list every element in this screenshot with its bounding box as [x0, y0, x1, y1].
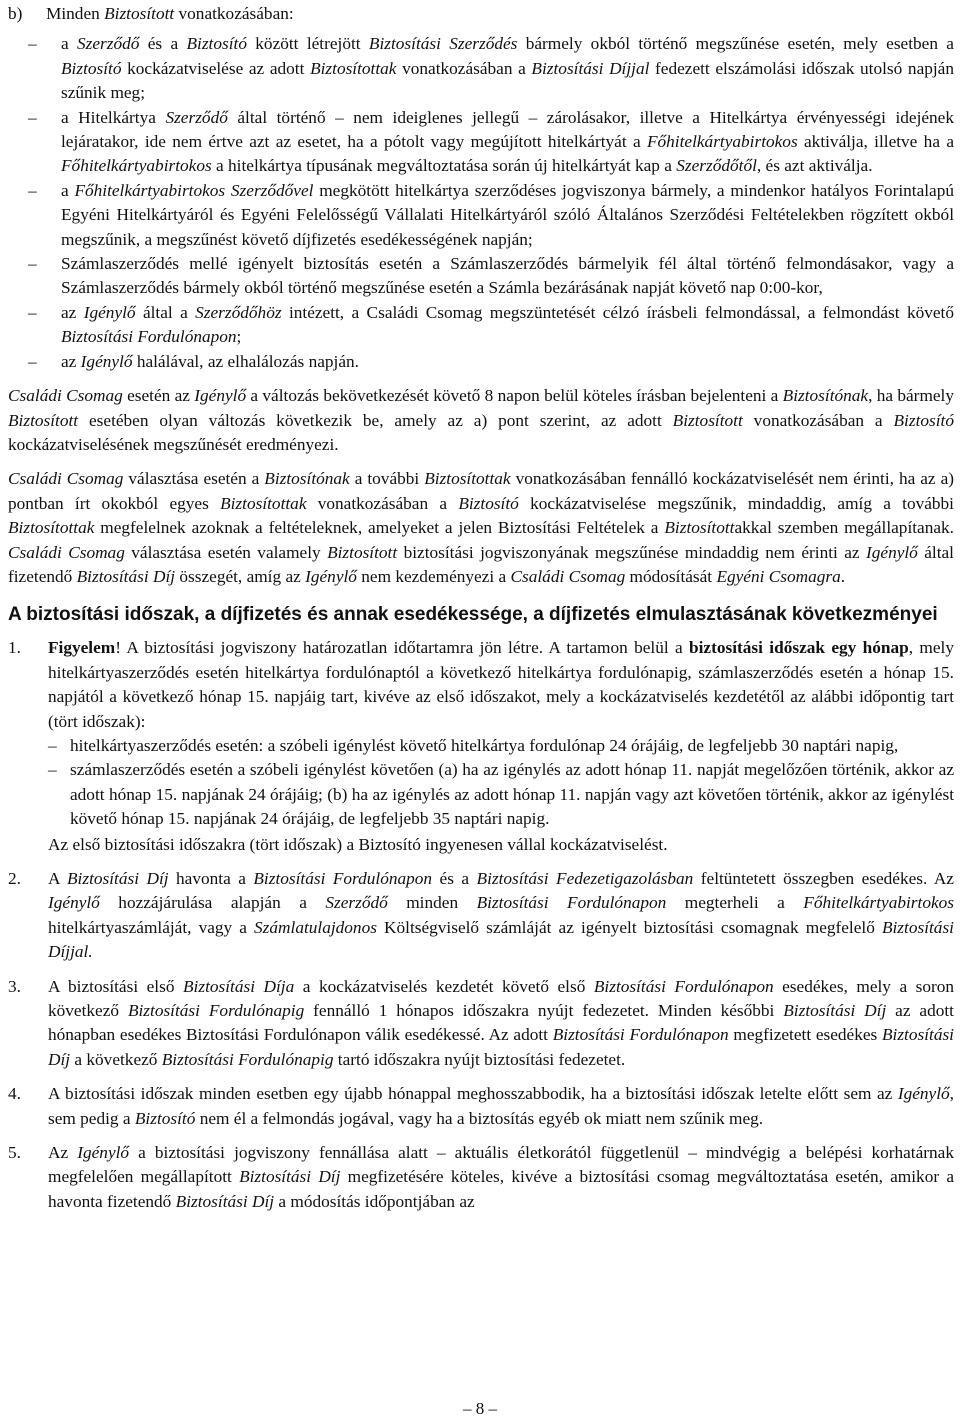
document-page: [8, 2, 954, 1224]
section-b-list: [8, 32, 954, 374]
dash-marker: –: [48, 735, 57, 755]
list-item: [8, 350, 954, 374]
numbered-item-text: Figyelem! A biztosítási jogviszony határozatlan időtartamra jön létre. A tartamon belül a biztosítási időszak egy hónap, mely hitelkártyaszerződés esetén hitelkártya fordulónaptól a következő hitelkártya fordulónapig, számlaszerződés esetén a hónap 15. napjától a következő hónap 15. napjáig tart, kivéve az első időszakot, mely a kockázatviselés kezdetétől az alábbi időpontig tart (tört időszak):: [48, 638, 954, 731]
numbered-item: [8, 867, 954, 965]
numbered-item: [8, 1082, 954, 1131]
numbered-item-text: A biztosítási első Biztosítási Díja a kockázatviselés kezdetét követő első Biztosítási Fordulónapon esedékes, mely a soron következő Biztosítási Fordulónapig fennálló 1 hónapos időszakra nyújt fedezetet. Minden későbbi Biztosítási Díj az adott hónapban esedékes Biztosítási Fordulónapon válik esedékessé. Az adott Biztosítási Fordulónapon megfizetett esedékes Biztosítási Díj a következő Biztosítási Fordulónapig tartó időszakra nyújt biztosítási fedezetet.: [48, 976, 955, 1069]
dash-marker: –: [28, 302, 37, 322]
numbered-item-body: [48, 636, 954, 857]
sub-list-item-text: hitelkártyaszerződés esetén: a szóbeli igénylést követő hitelkártya fordulónap 24 órájáig, de legfeljebb 30 naptári napig,: [70, 735, 899, 755]
list-item: [8, 301, 954, 350]
numbered-marker: 2.: [8, 869, 21, 888]
sub-list-item-text: számlaszerződés esetén a szóbeli igénylést követően (a) ha az igénylés az adott hónap 11. napját megelőzően történik, akkor az adott hónap 15. napjának 24 órájáig; (b) ha az igénylés az adott hónap 11. napján vagy azt követően történik, akkor az igénylést követő hónap 15. napjának 24 órájáig, de legfeljebb 35 naptári napig.: [70, 760, 954, 829]
dash-marker: –: [28, 180, 37, 200]
numbered-item-text: Az Igénylő a biztosítási jogviszony fennállása alatt – aktuális életkorától függetlenül – mindvégig a belépési korhatárnak megfelelően megállapított Biztosítási Díj megfizetésére köteles, kivéve a biztosítási csomag megváltoztatása esetén, amikor a havonta fizetendő Biztosítási Díj a módosítás időpontjában az: [48, 1143, 954, 1211]
list-item-text: az Igénylő halálával, az elhalálozás napján.: [61, 351, 359, 371]
section-heading: A biztosítási időszak, a díjfizetés és annak esedékessége, a díjfizetés elmulasztásának következményei: [8, 604, 938, 626]
list-item-text: Számlaszerződés mellé igényelt biztosítás esetén a Számlaszerződés bármelyik fél által történő felmondásakor, vagy a Számlaszerződés bármely okból történő megszűnése esetén a Számla bezárásának napját követő nap 0:00-kor,: [61, 254, 954, 298]
list-item-text: a Hitelkártya Szerződő által történő – nem ideiglenes jellegű – zárolásakor, illetve a Hitelkártya érvényességi idejének lejáratakor, ide nem értve azt az esetet, ha a pótolt vagy megújított hitelkártyát a Főhitelkártyabirtokos aktiválja, illetve ha a Főhitelkártyabirtokos a hitelkártya típusának megváltoztatása során új hitelkártyát kap a Szerződőtől, és azt aktiválja.: [61, 107, 954, 176]
sub-list-item: [48, 734, 954, 758]
paragraph-csaladi-valasztas: Családi Csomag választása esetén a Biztosítónak a további Biztosítottak vonatkozásában fennálló kockázatviselését nem érinti, ha az a) pontban írt okokból egyes Biztosítottak vonatkozásában a Biztosító kockázatviselése megszűnik, mindaddig, amíg a további Biztosítottak megfelelnek azoknak a feltételeknek, amelyeket a jelen Biztosítási Feltételek a Biztosítottakkal szemben megállapítanak. Családi Csomag választása esetén valamely Biztosított biztosítási jogviszonyának megszűnése mindaddig nem érinti az Igénylő által fizetendő Biztosítási Díj összegét, amíg az Igénylő nem kezdeményezi a Családi Csomag módosítását Egyéni Csomagra.: [8, 469, 954, 586]
numbered-item-text: A Biztosítási Díj havonta a Biztosítási Fordulónapon és a Biztosítási Fedezetigazolásban feltüntetett összegben esedékes. Az Igénylő hozzájárulása alapján a Szerződő minden Biztosítási Fordulónapon megterheli a Főhitelkártyabirtokos hitelkártyaszámláját, vagy a Számlatulajdonos Költségviselő számláját az igényelt biztosítási csomagnak megfelelő Biztosítási Díjjal.: [48, 869, 955, 962]
numbered-item-note: Az első biztosítási időszakra (tört időszak) a Biztosító ingyenesen vállal kockázatviselést.: [48, 834, 668, 854]
numbered-item-body: [48, 975, 954, 1073]
numbered-marker: 3.: [8, 976, 21, 996]
numbered-item-body: [48, 1082, 954, 1131]
dash-marker: –: [28, 34, 37, 54]
section-b: [8, 2, 954, 26]
numbered-item: [8, 975, 954, 1073]
list-item-text: a Szerződő és a Biztosító között létrejött Biztosítási Szerződés bármely okból történő megszűnése esetén, mely esetben a Biztosító kockázatviselése az adott Biztosítottak vonatkozásában a Biztosítási Díjjal fedezett elszámolási időszak utolsó napján szűnik meg;: [61, 34, 954, 103]
numbered-marker: 1.: [8, 638, 21, 658]
list-item-text: a Főhitelkártyabirtokos Szerződővel megkötött hitelkártya szerződéses jogviszonya bármely, a mindenkor hatályos Forintalapú Egyéni Hitelkártyáról és Egyéni Felelősségű Vállalati Hitelkártyáról szóló Általános Szerződési Feltételekben rögzített okból megszűnik, a megszűnést követő díjfizetés esedékességének napján;: [61, 180, 954, 249]
sub-list-item: [48, 758, 954, 831]
numbered-item-body: [48, 867, 954, 965]
numbered-list: [8, 636, 954, 1214]
section-b-marker: b): [8, 4, 23, 23]
dash-marker: –: [28, 351, 37, 371]
numbered-item: [8, 1141, 954, 1214]
list-item: [8, 179, 954, 252]
numbered-item-body: [48, 1141, 954, 1214]
section-b-body: [46, 2, 954, 26]
page-number: – 8 –: [463, 1399, 497, 1418]
list-item: [8, 32, 954, 105]
list-item: [8, 252, 954, 301]
numbered-marker: 4.: [8, 1084, 21, 1104]
list-item: [8, 106, 954, 179]
dash-marker: –: [48, 760, 57, 780]
section-b-intro: Minden Biztosított vonatkozásában:: [46, 4, 294, 23]
list-item-text: az Igénylő által a Szerződőhöz intézett, a Családi Csomag megszüntetését célzó írásbeli felmondással, a felmondást követő Biztosítási Fordulónapon;: [61, 302, 954, 347]
numbered-item-text: A biztosítási időszak minden esetben egy újabb hónappal meghosszabbodik, ha a biztosítási időszak letelte előtt sem az Igénylő, sem pedig a Biztosító nem él a felmondás jogával, vagy ha a biztosítás egyéb ok miatt nem szűnik meg.: [48, 1084, 954, 1128]
dash-marker: –: [28, 254, 37, 274]
numbered-marker: 5.: [8, 1143, 21, 1163]
dash-marker: –: [28, 107, 37, 127]
paragraph-csaladi-bejelentes: Családi Csomag esetén az Igénylő a változás bekövetkezését követő 8 napon belül köteles írásban bejelenteni a Biztosítónak, ha bármely Biztosított esetében olyan változás következik be, amely az a) pont szerint, az adott Biztosított vonatkozásában a Biztosító kockázatviselésének megszűnését eredményezi.: [8, 386, 954, 454]
numbered-item: [8, 636, 954, 857]
